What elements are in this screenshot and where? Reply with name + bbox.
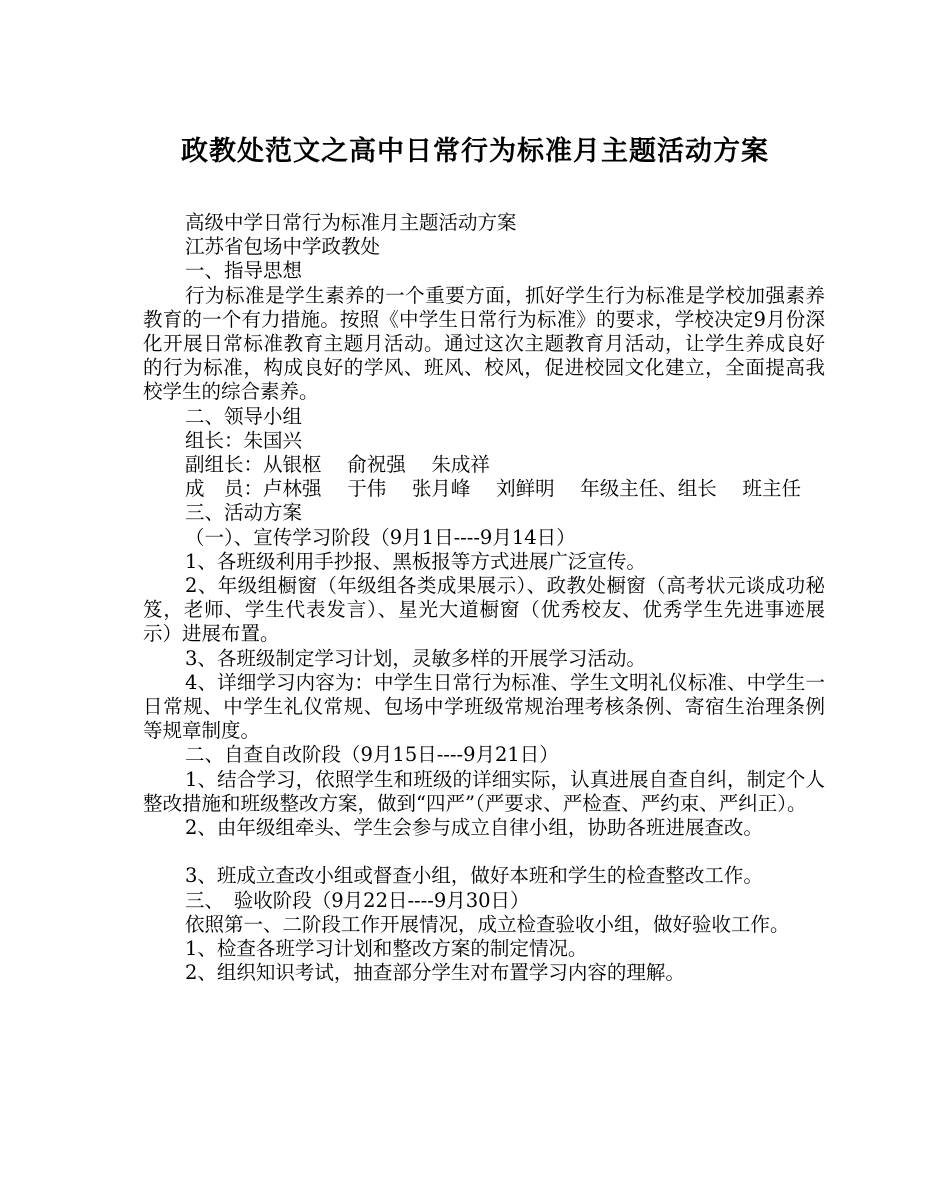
- list-item-stage-three-2: 2、组织知识考试，抽查部分学生对布置学习内容的理解。: [185, 961, 685, 985]
- paragraph-guiding-thought: 行为标准是学生素养的一个重要方面，抓好学生行为标准是学校加强素养教育的一个有力措施。按照《中学生日常行为标准》的要求，学校决定9月份深化开展日常标准教育主题月活动。通过这次主题教育月活动，让学生养成良好的行为标准，构成良好的学风、班风、校风，促进校园文化建立，全面提高我校学生的综合素养。: [143, 283, 825, 404]
- list-item-stage-three-1: 1、检查各班学习计划和整改方案的制定情况。: [185, 937, 588, 961]
- document-title: 政教处范文之高中日常行为标准月主题活动方案: [181, 136, 769, 167]
- paragraph-author: 江苏省包场中学政教处: [185, 235, 381, 259]
- paragraph-subtitle: 高级中学日常行为标准月主题活动方案: [185, 211, 517, 234]
- heading-activity-plan: 三、活动方案: [185, 501, 303, 525]
- heading-leadership-group: 二、领导小组: [185, 404, 303, 428]
- list-item-stage-one-3: 3、各班级制定学习计划，灵敏多样的开展学习活动。: [185, 646, 646, 670]
- paragraph-deputy-leaders: 副组长：从银枢 俞祝强 朱成祥: [185, 453, 490, 477]
- paragraph-group-leader: 组长：朱国兴: [185, 428, 303, 452]
- list-item-stage-one-4: 4、详细学习内容为：中学生日常行为标准、学生文明礼仪标准、中学生一日常规、中学生礼仪常规、包场中学班级常规治理考核条例、寄宿生治理条例等规章制度。: [143, 670, 825, 743]
- blank-line: [143, 840, 825, 864]
- list-item-stage-one-2: 2、年级组橱窗（年级组各类成果展示）、政教处橱窗（高考状元谈成功秘笈，老师、学生代表发言）、星光大道橱窗（优秀校友、优秀学生先进事迹展示）进展布置。: [143, 574, 825, 646]
- paragraph-stage-three-intro: 依照第一、二阶段工作开展情况，成立检查验收小组，做好验收工作。: [185, 912, 790, 936]
- paragraph-members: 成 员：卢林强 于伟 张月峰 刘鲜明 年级主任、组长 班主任: [185, 477, 801, 501]
- heading-stage-one: （一）、宣传学习阶段（9月1日----9月14日）: [185, 525, 576, 549]
- document-body: [143, 211, 825, 985]
- list-item-stage-two-3: 3、班成立查改小组或督查小组，做好本班和学生的检查整改工作。: [185, 864, 763, 888]
- heading-stage-two: 二、自查自改阶段（9月15日----9月21日）: [185, 743, 559, 767]
- heading-stage-three: 三、 验收阶段（9月22日----9月30日）: [185, 888, 530, 912]
- list-item-stage-one-1: 1、各班级利用手抄报、黑板报等方式进展广泛宣传。: [185, 549, 646, 573]
- list-item-stage-two-2: 2、由年级组牵头、学生会参与成立自律小组，协助各班进展查改。: [185, 816, 763, 840]
- list-item-stage-two-1: 1、结合学习，依照学生和班级的详细实际，认真进展自查自纠，制定个人整改措施和班级整改方案，做到“四严”（严要求、严检查、严约束、严纠正）。: [143, 767, 825, 815]
- heading-guiding-thought: 一、指导思想: [185, 259, 303, 283]
